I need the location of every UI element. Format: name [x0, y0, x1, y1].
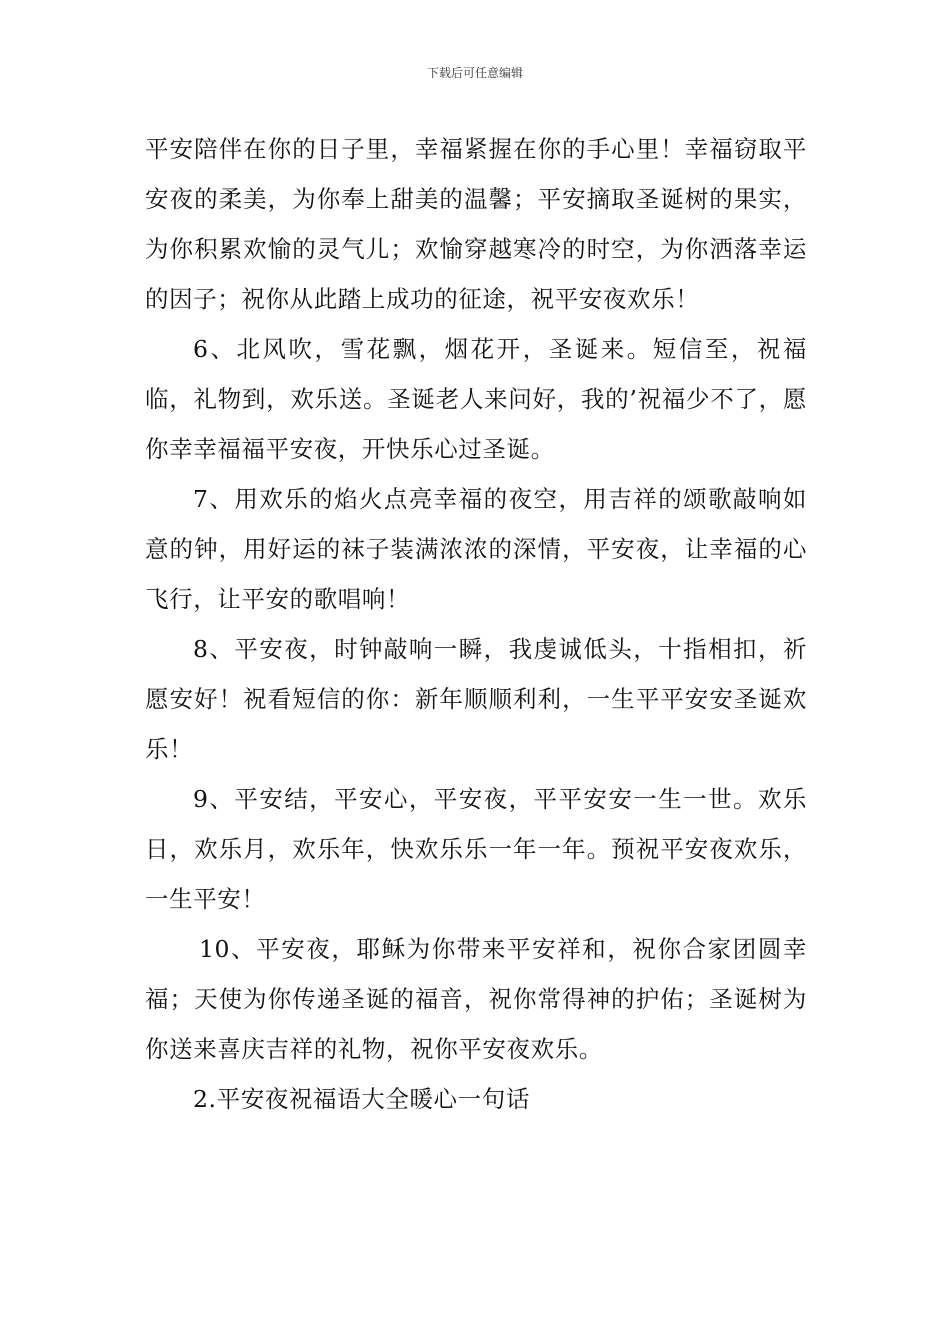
paragraph-item-6: 6、北风吹，雪花飘，烟花开，圣诞来。短信至，祝福临，礼物到，欢乐送。圣诞老人来问好，我的’祝福少不了，愿你幸幸福福平安夜，开快乐心过圣诞。 — [145, 335, 807, 463]
paragraph-continuation: 平安陪伴在你的日子里，幸福紧握在你的手心里！幸福窃取平安夜的柔美，为你奉上甜美的温馨；平安摘取圣诞树的果实，为你积累欢愉的灵气儿；欢愉穿越寒冷的时空，为你洒落幸运的因子；祝你从此踏上成功的征途，祝平安夜欢乐！ — [145, 135, 807, 313]
section-heading: 2.平安夜祝福语大全暖心一句话 — [193, 1085, 530, 1113]
paragraph-item-10: 10、平安夜，耶稣为你带来平安祥和，祝你合家团圆幸福；天使为你传递圣诞的福音，祝你常得神的护佑；圣诞树为你送来喜庆吉祥的礼物，祝你平安夜欢乐。 — [145, 935, 807, 1063]
document-body — [145, 124, 807, 1124]
paragraph-item-9: 9、平安结，平安心，平安夜，平平安安一生一世。欢乐日，欢乐月，欢乐年，快欢乐乐一年一年。预祝平安夜欢乐，一生平安！ — [145, 785, 807, 913]
page-header: 下载后可任意编辑 — [426, 66, 523, 80]
paragraph-item-7: 7、用欢乐的焰火点亮幸福的夜空，用吉祥的颂歌敲响如意的钟，用好运的袜子装满浓浓的深情，平安夜，让幸福的心飞行，让平安的歌唱响！ — [145, 485, 807, 613]
paragraph-item-8: 8、平安夜，时钟敲响一瞬，我虔诚低头，十指相扣，祈愿安好！祝看短信的你：新年顺顺利利，一生平平安安圣诞欢乐！ — [145, 635, 807, 763]
